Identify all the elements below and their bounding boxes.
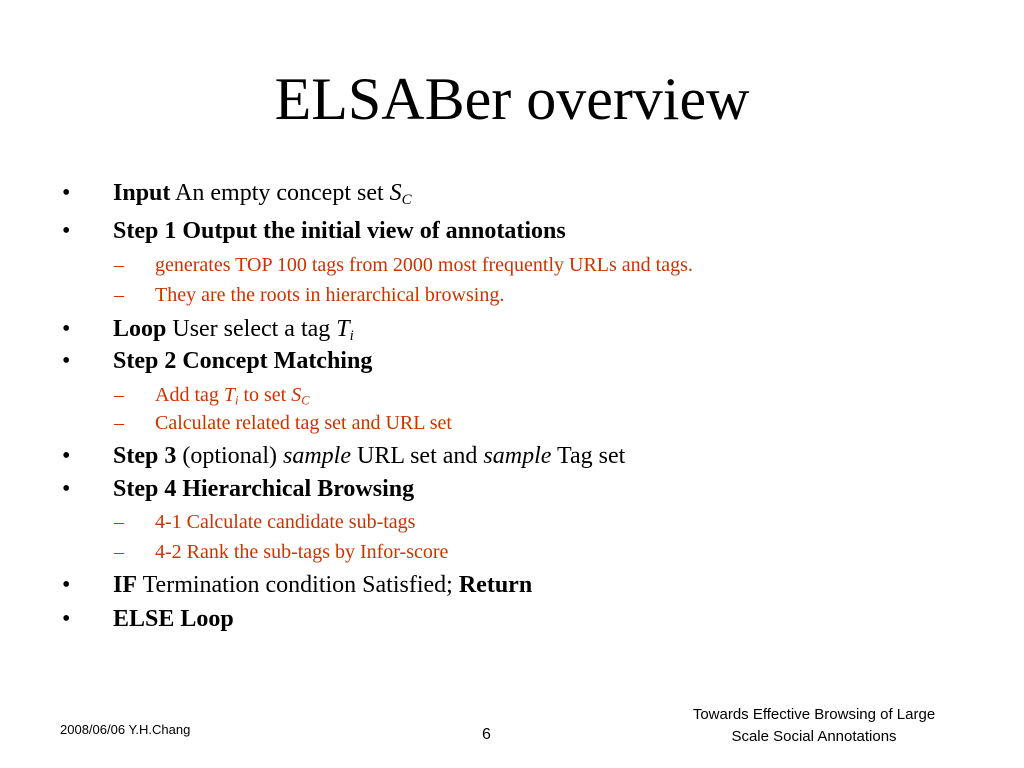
bullet-marker: • — [62, 180, 71, 206]
sub-bullet-text: to set — [238, 384, 292, 406]
keyword-return: Return — [458, 572, 533, 598]
footer-date-author: 2008/06/06 Y.H.Chang — [60, 722, 191, 737]
bullet-marker: • — [62, 316, 71, 342]
footer-talk-title-line2: Scale Social Annotations — [731, 728, 897, 745]
keyword-loop: Loop — [113, 316, 167, 342]
bullet-step3-text: URL set and — [350, 443, 484, 469]
bullet-step3-text: Tag set — [551, 443, 626, 469]
sub-bullet-text: 4-2 Rank the sub-tags by Infor-score — [155, 541, 449, 563]
bullet-marker: • — [62, 572, 71, 598]
slide-title: ELSABer overview — [274, 66, 750, 132]
footer-talk-title — [654, 704, 974, 748]
bullet-marker: • — [62, 606, 71, 632]
step2-label: Step 2 Concept Matching — [113, 348, 373, 374]
keyword-if: IF — [113, 572, 137, 598]
var-t: T — [223, 384, 236, 406]
slide-number: 6 — [482, 726, 491, 743]
bullet-marker: • — [62, 443, 71, 469]
sub-bullet-text: generates TOP 100 tags from 2000 most frequently URLs and tags. — [155, 254, 693, 276]
dash-marker: – — [114, 541, 124, 563]
bullet-marker: • — [62, 476, 71, 502]
var-t-subscript: i — [349, 328, 354, 345]
keyword-else-loop: ELSE Loop — [113, 606, 234, 632]
dash-marker: – — [114, 384, 124, 406]
bullet-input-text: An empty concept set — [170, 180, 390, 206]
var-t-subscript: i — [235, 393, 239, 408]
dash-marker: – — [114, 254, 124, 276]
emphasis-sample: sample — [483, 443, 552, 469]
sub-bullet-text: They are the roots in hierarchical browsing. — [155, 284, 505, 306]
bullet-step3-text: (optional) — [176, 443, 283, 469]
bullet-marker: • — [62, 218, 71, 244]
dash-marker: – — [114, 284, 124, 306]
var-s-subscript: C — [401, 192, 412, 209]
var-s: S — [291, 384, 302, 406]
step4-label: Step 4 Hierarchical Browsing — [113, 476, 415, 502]
keyword-input: Input — [113, 180, 171, 206]
bullet-marker: • — [62, 348, 71, 374]
bullet-loop-text: User select a tag — [166, 316, 337, 342]
dash-marker: – — [114, 511, 124, 533]
emphasis-sample: sample — [282, 443, 351, 469]
sub-bullet-text: 4-1 Calculate candidate sub-tags — [155, 511, 416, 533]
bullet-if-text: Termination condition Satisfied; — [137, 572, 459, 598]
var-s: S — [389, 180, 402, 206]
footer-talk-title-line1: Towards Effective Browsing of Large — [692, 706, 936, 723]
sub-bullet-text: Calculate related tag set and URL set — [155, 412, 452, 434]
step1-label: Step 1 Output the initial view of annotations — [113, 218, 566, 244]
var-t: T — [336, 316, 350, 342]
dash-marker: – — [114, 412, 124, 434]
sub-bullet-text: Add tag — [155, 384, 224, 406]
var-s-subscript: C — [301, 393, 310, 408]
step3-label: Step 3 — [113, 443, 177, 469]
